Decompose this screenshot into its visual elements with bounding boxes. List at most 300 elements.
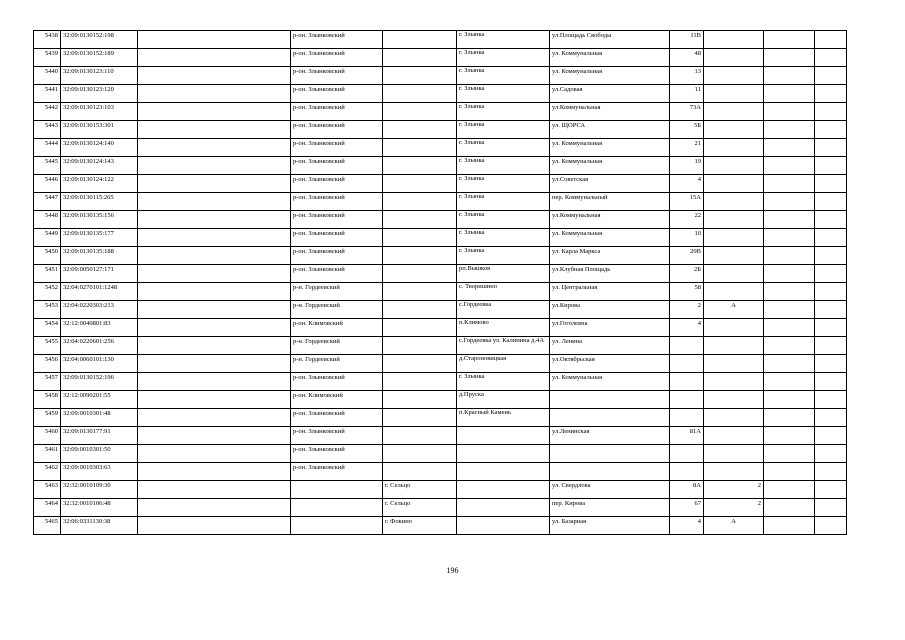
record-number-cell: 5451 — [34, 265, 61, 283]
street-cell: ул.Коммунальная — [550, 103, 670, 121]
extra-cell-cell — [764, 103, 815, 121]
district-cell: р-он. Климовский — [291, 391, 383, 409]
record-number-cell: 5463 — [34, 481, 61, 499]
record-number-cell: 5438 — [34, 31, 61, 49]
cadastral-number-cell: 32:04:0220601:256 — [61, 337, 138, 355]
settlement-cell — [457, 427, 550, 445]
district-cell: р-он. Злынковский — [291, 229, 383, 247]
district-cell: р-он. Злынковский — [291, 247, 383, 265]
building-cell — [704, 373, 764, 391]
city-cell — [383, 463, 457, 481]
record-number-cell: 5456 — [34, 355, 61, 373]
building-cell: 2 — [704, 499, 764, 517]
settlement-cell: г. Злынка — [457, 175, 550, 193]
record-number-cell: 5449 — [34, 229, 61, 247]
extra-cell-cell — [815, 49, 847, 67]
registry-table-body — [34, 31, 847, 535]
district-cell: р-он. Злынковский — [291, 103, 383, 121]
street-cell: ул. Коммунальная — [550, 229, 670, 247]
extra-cell-cell — [764, 301, 815, 319]
cadastral-number-cell: 32:09:0130135:156 — [61, 211, 138, 229]
building-cell — [704, 31, 764, 49]
street-cell: ул. Базарная — [550, 517, 670, 535]
street-cell: ул. Коммунальная — [550, 67, 670, 85]
extra-cell-cell — [764, 67, 815, 85]
extra-cell-cell — [764, 193, 815, 211]
house-number-cell: 2Б — [670, 265, 704, 283]
extra-cell-cell — [764, 373, 815, 391]
table-row — [34, 85, 847, 103]
extra-cell-cell — [764, 319, 815, 337]
settlement-cell: д.Староновицкая — [457, 355, 550, 373]
settlement-cell: г. Злынка — [457, 193, 550, 211]
blank-cell-cell — [138, 427, 291, 445]
street-cell: ул. Карла Маркса — [550, 247, 670, 265]
street-cell — [550, 445, 670, 463]
district-cell: р-он. Злынковский — [291, 121, 383, 139]
blank-cell-cell — [138, 373, 291, 391]
street-cell: ул.Коммунальная — [550, 211, 670, 229]
building-cell — [704, 229, 764, 247]
district-cell: р-он. Злынковский — [291, 85, 383, 103]
cadastral-number-cell: 32:09:0130152:189 — [61, 49, 138, 67]
district-cell: р-он. Злынковский — [291, 193, 383, 211]
record-number-cell: 5446 — [34, 175, 61, 193]
city-cell — [383, 139, 457, 157]
extra-cell-cell — [815, 427, 847, 445]
settlement-cell — [457, 463, 550, 481]
table-row — [34, 481, 847, 499]
building-cell — [704, 85, 764, 103]
settlement-cell: п.Климово — [457, 319, 550, 337]
table-row — [34, 49, 847, 67]
house-number-cell: 10 — [670, 229, 704, 247]
house-number-cell: 22 — [670, 211, 704, 229]
city-cell — [383, 427, 457, 445]
city-cell: г. Сельцо — [383, 481, 457, 499]
cadastral-number-cell: 32:09:0130152:196 — [61, 373, 138, 391]
street-cell: ул.Гоголевна — [550, 319, 670, 337]
settlement-cell: г. Злынка — [457, 121, 550, 139]
cadastral-number-cell: 32:09:0130135:188 — [61, 247, 138, 265]
table-row — [34, 373, 847, 391]
city-cell — [383, 373, 457, 391]
record-number-cell: 5439 — [34, 49, 61, 67]
blank-cell-cell — [138, 445, 291, 463]
district-cell: р-он. Злынковский — [291, 157, 383, 175]
blank-cell-cell — [138, 67, 291, 85]
district-cell: р-он. Злынковский — [291, 463, 383, 481]
table-row — [34, 247, 847, 265]
house-number-cell: 11В — [670, 31, 704, 49]
street-cell: ул.Площадь Свободы — [550, 31, 670, 49]
extra-cell-cell — [815, 409, 847, 427]
extra-cell-cell — [764, 499, 815, 517]
extra-cell-cell — [764, 391, 815, 409]
cadastral-number-cell: 32:09:0010303:63 — [61, 463, 138, 481]
settlement-cell: г. Злынка — [457, 31, 550, 49]
blank-cell-cell — [138, 49, 291, 67]
table-row — [34, 103, 847, 121]
building-cell — [704, 67, 764, 85]
record-number-cell: 5450 — [34, 247, 61, 265]
extra-cell-cell — [764, 229, 815, 247]
street-cell: ул. ЩОРСА — [550, 121, 670, 139]
city-cell — [383, 445, 457, 463]
building-cell — [704, 139, 764, 157]
cadastral-number-cell: 32:09:0130123:110 — [61, 67, 138, 85]
extra-cell-cell — [815, 319, 847, 337]
blank-cell-cell — [138, 85, 291, 103]
city-cell — [383, 211, 457, 229]
cadastral-number-cell: 32:09:0010301:48 — [61, 409, 138, 427]
district-cell: р-он. Злынковский — [291, 445, 383, 463]
extra-cell-cell — [815, 517, 847, 535]
settlement-cell: г. Злынка — [457, 67, 550, 85]
table-row — [34, 301, 847, 319]
extra-cell-cell — [815, 67, 847, 85]
house-number-cell — [670, 337, 704, 355]
extra-cell-cell — [815, 211, 847, 229]
city-cell: г. Фокино — [383, 517, 457, 535]
city-cell — [383, 103, 457, 121]
extra-cell-cell — [764, 463, 815, 481]
building-cell — [704, 211, 764, 229]
city-cell — [383, 283, 457, 301]
blank-cell-cell — [138, 355, 291, 373]
extra-cell-cell — [764, 445, 815, 463]
cadastral-number-cell: 32:32:0010109:30 — [61, 481, 138, 499]
blank-cell-cell — [138, 31, 291, 49]
district-cell: р-он. Климовский — [291, 319, 383, 337]
district-cell: р-н. Гордеевский — [291, 337, 383, 355]
cadastral-number-cell: 32:32:0010106:48 — [61, 499, 138, 517]
table-row — [34, 157, 847, 175]
table-row — [34, 283, 847, 301]
blank-cell-cell — [138, 499, 291, 517]
district-cell: р-он. Злынковский — [291, 139, 383, 157]
settlement-cell: г. Злынка — [457, 139, 550, 157]
blank-cell-cell — [138, 391, 291, 409]
record-number-cell: 5460 — [34, 427, 61, 445]
extra-cell-cell — [764, 283, 815, 301]
settlement-cell: г. Злынка — [457, 247, 550, 265]
record-number-cell: 5441 — [34, 85, 61, 103]
house-number-cell — [670, 463, 704, 481]
cadastral-number-cell: 32:09:0130177:91 — [61, 427, 138, 445]
house-number-cell: 11 — [670, 85, 704, 103]
street-cell: ул.Советская — [550, 175, 670, 193]
street-cell: ул. Свердлова — [550, 481, 670, 499]
house-number-cell: 81А — [670, 427, 704, 445]
house-number-cell: 21 — [670, 139, 704, 157]
settlement-cell: д.Пруска — [457, 391, 550, 409]
street-cell: ул. Ленина — [550, 337, 670, 355]
table-row — [34, 121, 847, 139]
settlement-cell — [457, 481, 550, 499]
building-cell — [704, 283, 764, 301]
record-number-cell: 5440 — [34, 67, 61, 85]
table-row — [34, 175, 847, 193]
extra-cell-cell — [815, 139, 847, 157]
city-cell — [383, 193, 457, 211]
house-number-cell — [670, 445, 704, 463]
extra-cell-cell — [815, 481, 847, 499]
cadastral-number-cell: 32:09:0130123:103 — [61, 103, 138, 121]
building-cell: 2 — [704, 481, 764, 499]
extra-cell-cell — [815, 337, 847, 355]
district-cell: р-он. Злынковский — [291, 265, 383, 283]
blank-cell-cell — [138, 175, 291, 193]
house-number-cell — [670, 373, 704, 391]
building-cell — [704, 409, 764, 427]
city-cell — [383, 121, 457, 139]
house-number-cell: 4 — [670, 517, 704, 535]
settlement-cell: г. Злынка — [457, 373, 550, 391]
street-cell: ул. Коммунальная — [550, 49, 670, 67]
extra-cell-cell — [764, 409, 815, 427]
street-cell: ул.Садовая — [550, 85, 670, 103]
table-row — [34, 139, 847, 157]
table-row — [34, 265, 847, 283]
city-cell — [383, 31, 457, 49]
table-row — [34, 229, 847, 247]
house-number-cell: 13 — [670, 67, 704, 85]
settlement-cell: с. Творишино — [457, 283, 550, 301]
blank-cell-cell — [138, 301, 291, 319]
extra-cell-cell — [815, 301, 847, 319]
house-number-cell: 2 — [670, 301, 704, 319]
house-number-cell: 8А — [670, 481, 704, 499]
extra-cell-cell — [764, 427, 815, 445]
building-cell — [704, 391, 764, 409]
cadastral-number-cell: 32:09:0010301:50 — [61, 445, 138, 463]
table-row — [34, 67, 847, 85]
building-cell — [704, 193, 764, 211]
building-cell — [704, 49, 764, 67]
record-number-cell: 5459 — [34, 409, 61, 427]
blank-cell-cell — [138, 463, 291, 481]
record-number-cell: 5442 — [34, 103, 61, 121]
settlement-cell: с.Гордеевка ул. Калинина д.4А — [457, 337, 550, 355]
cadastral-number-cell: 32:06:0331130:38 — [61, 517, 138, 535]
street-cell: ул. Коммунальная — [550, 139, 670, 157]
record-number-cell: 5443 — [34, 121, 61, 139]
record-number-cell: 5458 — [34, 391, 61, 409]
settlement-cell — [457, 499, 550, 517]
building-cell — [704, 175, 764, 193]
street-cell — [550, 391, 670, 409]
blank-cell-cell — [138, 337, 291, 355]
extra-cell-cell — [815, 175, 847, 193]
building-cell — [704, 445, 764, 463]
table-row — [34, 211, 847, 229]
street-cell: пер. Коммунальный — [550, 193, 670, 211]
city-cell — [383, 85, 457, 103]
extra-cell-cell — [764, 517, 815, 535]
cadastral-number-cell: 32:09:0130124:122 — [61, 175, 138, 193]
building-cell: А — [704, 301, 764, 319]
cadastral-number-cell: 32:12:0090201:55 — [61, 391, 138, 409]
record-number-cell: 5448 — [34, 211, 61, 229]
extra-cell-cell — [764, 355, 815, 373]
record-number-cell: 5454 — [34, 319, 61, 337]
blank-cell-cell — [138, 211, 291, 229]
extra-cell-cell — [815, 193, 847, 211]
record-number-cell: 5465 — [34, 517, 61, 535]
cadastral-number-cell: 32:12:0040801:83 — [61, 319, 138, 337]
extra-cell-cell — [815, 265, 847, 283]
settlement-cell: г. Злынка — [457, 103, 550, 121]
extra-cell-cell — [815, 85, 847, 103]
street-cell: ул.Кирова — [550, 301, 670, 319]
city-cell — [383, 67, 457, 85]
blank-cell-cell — [138, 229, 291, 247]
blank-cell-cell — [138, 481, 291, 499]
house-number-cell: 19 — [670, 157, 704, 175]
district-cell — [291, 481, 383, 499]
extra-cell-cell — [815, 355, 847, 373]
extra-cell-cell — [815, 373, 847, 391]
house-number-cell: 67 — [670, 499, 704, 517]
street-cell: пер. Кирова — [550, 499, 670, 517]
district-cell: р-он. Злынковский — [291, 31, 383, 49]
district-cell: р-н. Гордеевский — [291, 283, 383, 301]
record-number-cell: 5461 — [34, 445, 61, 463]
city-cell: г. Сельцо — [383, 499, 457, 517]
building-cell — [704, 103, 764, 121]
extra-cell-cell — [815, 31, 847, 49]
blank-cell-cell — [138, 265, 291, 283]
table-row — [34, 391, 847, 409]
extra-cell-cell — [764, 337, 815, 355]
blank-cell-cell — [138, 103, 291, 121]
city-cell — [383, 229, 457, 247]
extra-cell-cell — [764, 481, 815, 499]
extra-cell-cell — [815, 121, 847, 139]
cadastral-number-cell: 32:09:0130123:120 — [61, 85, 138, 103]
city-cell — [383, 49, 457, 67]
district-cell: р-он. Злынковский — [291, 373, 383, 391]
street-cell: ул. Центральная — [550, 283, 670, 301]
settlement-cell: рп.Вышков — [457, 265, 550, 283]
city-cell — [383, 175, 457, 193]
district-cell: р-н. Гордеевский — [291, 301, 383, 319]
building-cell — [704, 355, 764, 373]
building-cell — [704, 265, 764, 283]
record-number-cell: 5455 — [34, 337, 61, 355]
extra-cell-cell — [764, 49, 815, 67]
settlement-cell: п.Красный Камень — [457, 409, 550, 427]
city-cell — [383, 337, 457, 355]
street-cell — [550, 463, 670, 481]
house-number-cell: 15А — [670, 193, 704, 211]
table-row — [34, 409, 847, 427]
cadastral-number-cell: 32:04:0220303:213 — [61, 301, 138, 319]
building-cell — [704, 247, 764, 265]
record-number-cell: 5445 — [34, 157, 61, 175]
street-cell: ул. Коммунальная — [550, 373, 670, 391]
building-cell — [704, 319, 764, 337]
house-number-cell: 73А — [670, 103, 704, 121]
district-cell: р-он. Злынковский — [291, 427, 383, 445]
house-number-cell: 48 — [670, 49, 704, 67]
extra-cell-cell — [815, 157, 847, 175]
extra-cell-cell — [764, 157, 815, 175]
record-number-cell: 5447 — [34, 193, 61, 211]
district-cell: р-он. Злынковский — [291, 211, 383, 229]
record-number-cell: 5453 — [34, 301, 61, 319]
extra-cell-cell — [764, 265, 815, 283]
building-cell: А — [704, 517, 764, 535]
extra-cell-cell — [764, 211, 815, 229]
extra-cell-cell — [764, 139, 815, 157]
registry-table — [33, 30, 847, 535]
cadastral-number-cell: 32:09:0130135:177 — [61, 229, 138, 247]
table-row — [34, 193, 847, 211]
blank-cell-cell — [138, 247, 291, 265]
blank-cell-cell — [138, 157, 291, 175]
building-cell — [704, 427, 764, 445]
district-cell: р-он. Злынковский — [291, 67, 383, 85]
cadastral-number-cell: 32:04:0060101:130 — [61, 355, 138, 373]
district-cell — [291, 517, 383, 535]
city-cell — [383, 157, 457, 175]
extra-cell-cell — [815, 445, 847, 463]
record-number-cell: 5452 — [34, 283, 61, 301]
cadastral-number-cell: 32:09:0130152:198 — [61, 31, 138, 49]
district-cell: р-н. Гордеевский — [291, 355, 383, 373]
table-row — [34, 355, 847, 373]
city-cell — [383, 265, 457, 283]
district-cell — [291, 499, 383, 517]
settlement-cell: с.Гордеевка — [457, 301, 550, 319]
extra-cell-cell — [815, 463, 847, 481]
page-number: 196 — [446, 566, 459, 575]
extra-cell-cell — [815, 247, 847, 265]
extra-cell-cell — [764, 175, 815, 193]
street-cell: ул.Клубная Площадь — [550, 265, 670, 283]
extra-cell-cell — [815, 499, 847, 517]
city-cell — [383, 247, 457, 265]
blank-cell-cell — [138, 409, 291, 427]
blank-cell-cell — [138, 283, 291, 301]
house-number-cell: 58 — [670, 283, 704, 301]
extra-cell-cell — [764, 121, 815, 139]
cadastral-number-cell: 32:09:0130124:140 — [61, 139, 138, 157]
building-cell — [704, 337, 764, 355]
district-cell: р-он. Злынковский — [291, 49, 383, 67]
extra-cell-cell — [764, 31, 815, 49]
table-row — [34, 31, 847, 49]
table-row — [34, 517, 847, 535]
cadastral-number-cell: 32:09:0130124:143 — [61, 157, 138, 175]
house-number-cell — [670, 391, 704, 409]
table-row — [34, 463, 847, 481]
record-number-cell: 5462 — [34, 463, 61, 481]
district-cell: р-он. Злынковский — [291, 175, 383, 193]
table-row — [34, 319, 847, 337]
house-number-cell: 4 — [670, 175, 704, 193]
extra-cell-cell — [815, 103, 847, 121]
city-cell — [383, 409, 457, 427]
extra-cell-cell — [764, 85, 815, 103]
settlement-cell: г. Злынка — [457, 49, 550, 67]
settlement-cell: г. Злынка — [457, 229, 550, 247]
settlement-cell — [457, 517, 550, 535]
blank-cell-cell — [138, 517, 291, 535]
settlement-cell — [457, 445, 550, 463]
